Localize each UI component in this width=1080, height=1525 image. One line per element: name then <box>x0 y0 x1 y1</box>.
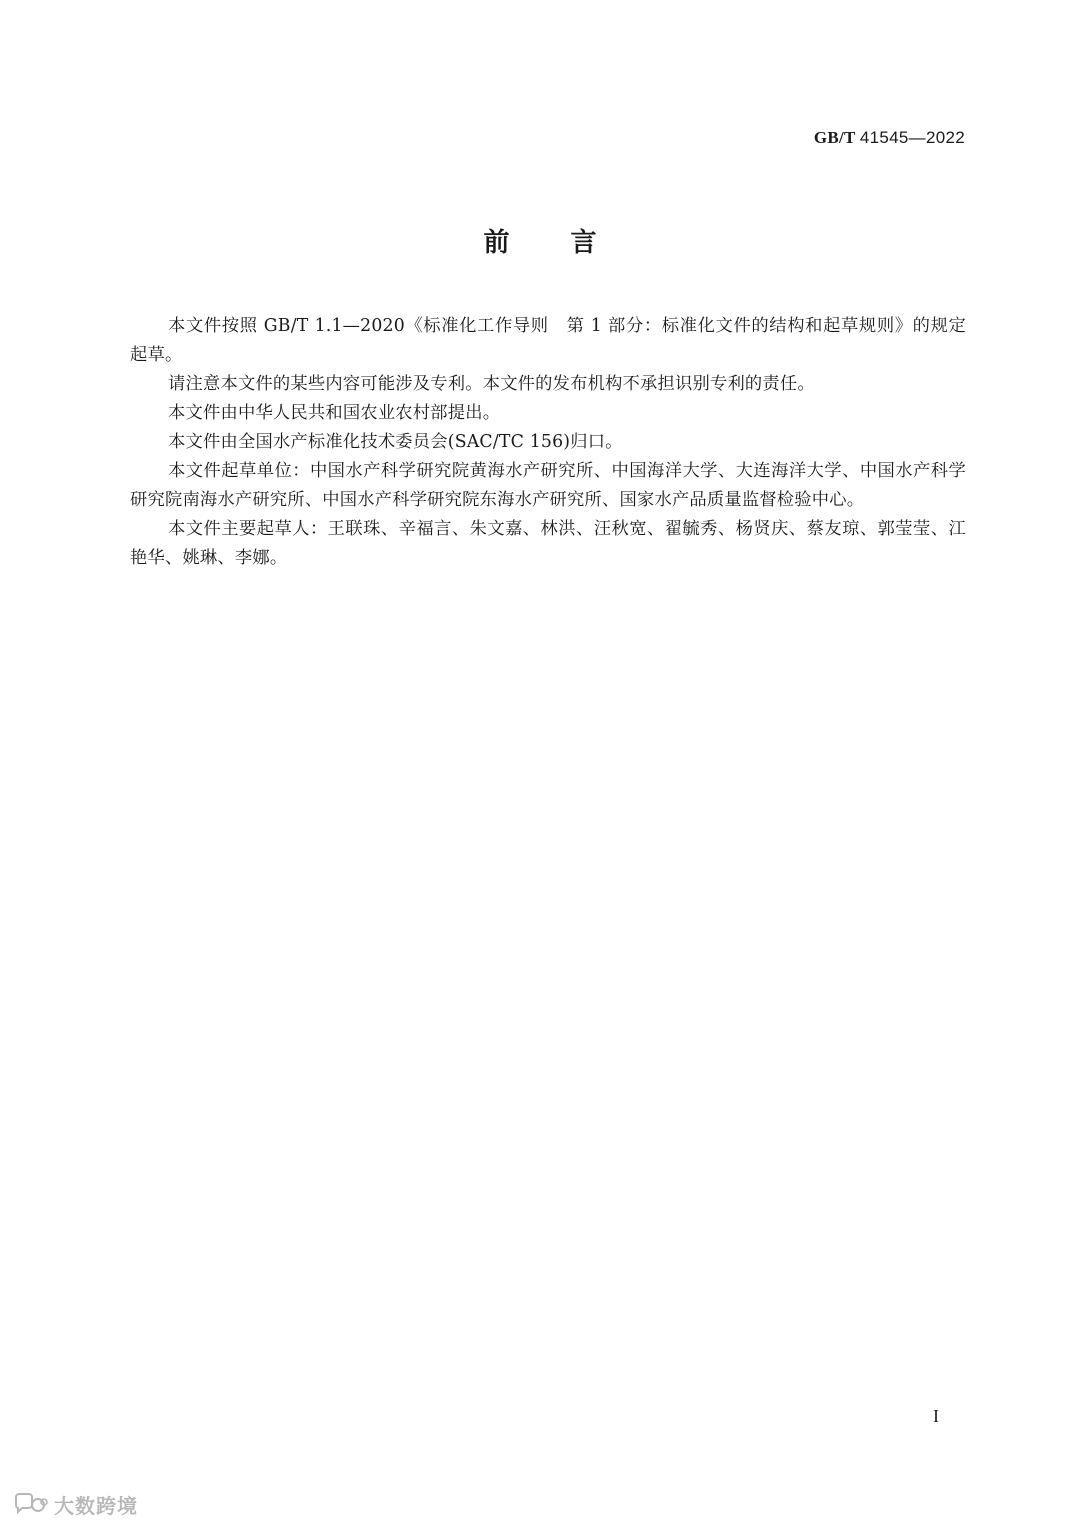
chat-bubble-logo-icon <box>12 1493 48 1517</box>
watermark <box>12 1490 138 1519</box>
paragraph-drafting-rules: 本文件按照 GB/T 1.1—2020《标准化工作导则 第 1 部分：标准化文件的结构和起草规则》的规定起草。 <box>130 316 966 365</box>
foreword-body <box>130 312 966 573</box>
paragraph-administrator: 本文件由全国水产标准化技术委员会(SAC/TC 156)归口。 <box>168 432 623 452</box>
paragraph-proposer: 本文件由中华人民共和国农业农村部提出。 <box>168 403 501 423</box>
standard-number <box>814 128 965 148</box>
page-number: I <box>933 1406 939 1426</box>
paragraph-drafting-units: 本文件起草单位：中国水产科学研究院黄海水产研究所、中国海洋大学、大连海洋大学、中国水产科学研究院南海水产研究所、中国水产科学研究院东海水产研究所、国家水产品质量监督检验中心。 <box>130 461 966 510</box>
watermark-text: 大数跨境 <box>54 1494 138 1518</box>
page-title: 前 言 <box>483 228 623 258</box>
paragraph-drafters: 本文件主要起草人：王联珠、辛福言、朱文嘉、林洪、汪秋宽、翟毓秀、杨贤庆、蔡友琼、郭莹莹、江艳华、姚琳、李娜。 <box>130 519 966 568</box>
paragraph-patent-notice: 请注意本文件的某些内容可能涉及专利。本文件的发布机构不承担识别专利的责任。 <box>168 374 815 394</box>
standard-code: 41545—2022 <box>859 128 965 147</box>
standard-prefix: GB/T <box>813 128 856 147</box>
